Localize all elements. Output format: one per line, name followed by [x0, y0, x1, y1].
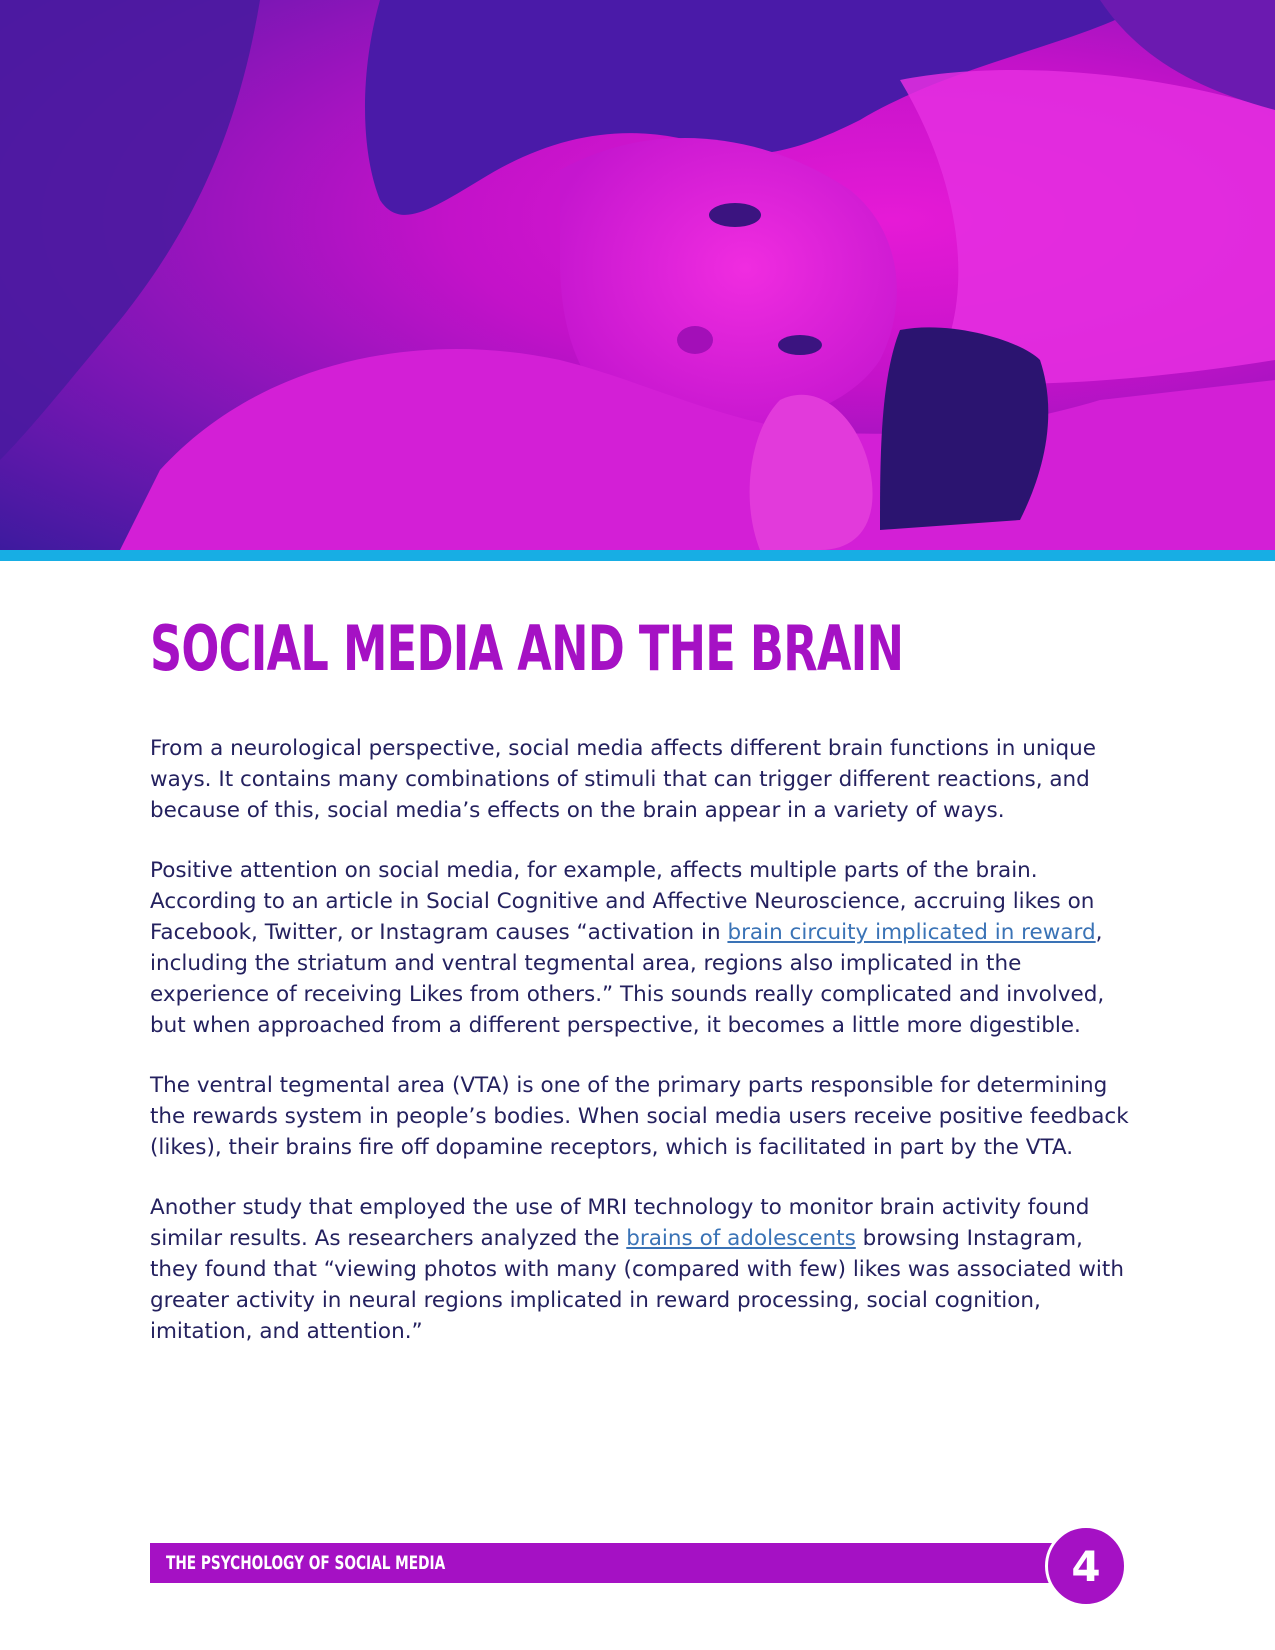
paragraph-3: The ventral tegmental area (VTA) is one of the primary parts responsible for determining the rewards system in people’s bodies. When social media users receive positive feedback (likes), their brains fire off dopamine receptors, which is facilitated in part by the VTA.: [150, 1073, 1129, 1160]
paragraph-4-text-end: browsing Instagram, they found that “viewing photos with many (compared with few) likes was associated with greater activity in neural regions implicated in reward processing, social cognition, imitation, and attention.”: [150, 1226, 1124, 1344]
link-brain-circuity[interactable]: brain circuity implicated in reward: [727, 920, 1096, 945]
hero-photo: [0, 0, 1275, 550]
paragraph-4: [150, 1192, 1135, 1347]
paragraph-1: From a neurological perspective, social media affects different brain functions in unique ways. It contains many combinations of stimuli that can trigger different reactions, and because of this, social media’s effects on the brain appear in a variety of ways.: [150, 736, 1096, 823]
footer-bar: [150, 1543, 1060, 1583]
paragraph-2: [150, 855, 1135, 1041]
hero-illustration: [0, 0, 1275, 550]
link-brains-of-adolescents[interactable]: brains of adolescents: [626, 1226, 856, 1251]
paragraph-2-text: Positive attention on social media, for example, affects multiple parts of the brain. According to an article in Social Cognitive and Affective Neuroscience, accruing likes on Facebook, Twitter, or Instagram causes “activation in: [150, 858, 1095, 945]
page-number-badge: [1045, 1525, 1127, 1607]
footer-label: THE PSYCHOLOGY OF SOCIAL MEDIA: [166, 1552, 446, 1574]
page-title: SOCIAL MEDIA AND THE BRAIN: [150, 612, 904, 685]
page-number: 4: [1071, 1541, 1101, 1591]
paragraph-2-text-end: , including the striatum and ventral tegmental area, regions also implicated in the experience of receiving Likes from others.” This sounds really complicated and involved, but when approached from a different perspective, it becomes a little more digestible.: [150, 920, 1105, 1038]
hero-accent-stripe: [0, 550, 1275, 561]
article-body: [150, 733, 1135, 1376]
paragraph-4-text: Another study that employed the use of MRI technology to monitor brain activity found similar results. As researchers analyzed the: [150, 1195, 1090, 1251]
